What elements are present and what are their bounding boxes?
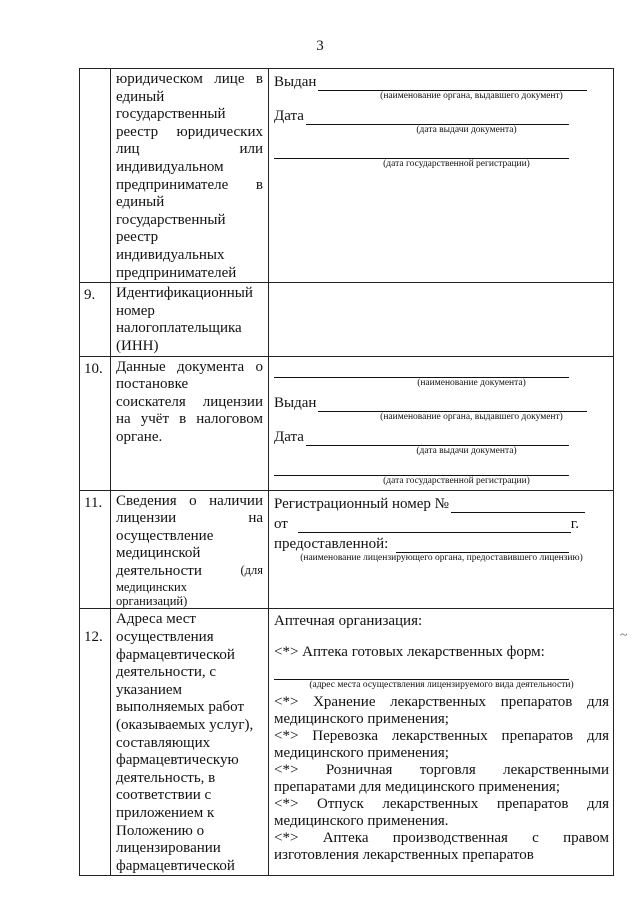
desc-line: фармацевтической [116, 857, 235, 874]
table-row [80, 490, 614, 609]
desc-line: лиц или [116, 141, 263, 158]
license-date-field[interactable] [274, 513, 609, 533]
desc-line: на учёт в налоговом [116, 411, 263, 428]
row-value [269, 356, 614, 490]
desc-line: осуществление [116, 527, 214, 544]
table-row [80, 609, 614, 876]
desc-line: предпринимателе в [116, 176, 263, 193]
desc-line: Положению о [116, 822, 205, 839]
registration-date-field[interactable] [274, 144, 569, 159]
desc-line: единый [116, 194, 165, 211]
desc-line: Данные документа о [116, 358, 263, 375]
table-row [80, 283, 614, 356]
registration-date-field[interactable] [274, 461, 569, 476]
date-field[interactable] [274, 426, 609, 446]
document-name-caption: (наименование документа) [417, 377, 526, 388]
issued-label: Выдан [274, 74, 317, 90]
reg-number-label: Регистрационный номер № [274, 495, 449, 512]
issued-caption: (наименование органа, выдавшего документ) [380, 411, 563, 422]
license-application-table [79, 68, 614, 876]
desc-line: лицензии на [116, 510, 263, 527]
desc-line: постановке [116, 376, 189, 393]
desc-line: составляющих [116, 734, 211, 751]
row-number: 10. [80, 356, 111, 490]
transport-option[interactable]: <*> Перевозка лекарственных препаратов для медицинского применения; [274, 728, 609, 762]
from-label: от [274, 515, 288, 532]
desc-line: номер [116, 302, 155, 319]
row-number [80, 69, 111, 283]
year-suffix: г. [570, 515, 579, 532]
row-number: 12. [80, 609, 111, 876]
row-number: 11. [80, 490, 111, 609]
issued-field[interactable] [274, 71, 609, 91]
provided-caption: (наименование лицензирующего органа, предоставившего лицензию) [300, 552, 583, 563]
date-label: Дата [274, 428, 304, 445]
desc-line: выполняемых работ [116, 699, 245, 716]
retail-option[interactable]: <*> Розничная торговля лекарственными препаратами для медицинского применения; [274, 762, 609, 796]
row-description [111, 609, 269, 876]
desc-line: указанием [116, 681, 183, 698]
storage-option[interactable]: <*> Хранение лекарственных препаратов для медицинского применения; [274, 694, 609, 728]
desc-line: индивидуальных [116, 246, 225, 263]
margin-mark: ~ [620, 628, 628, 643]
registration-date-caption: (дата государственной регистрации) [383, 475, 530, 486]
row-description [111, 69, 269, 283]
desc-line: Идентификационный [116, 285, 253, 302]
issued-caption: (наименование органа, выдавшего документ) [380, 91, 563, 101]
desc-line: реестр юридических [116, 123, 263, 140]
production-pharmacy-option[interactable]: <*> Аптека производственная с правом изготовления лекарственных препаратов [274, 830, 609, 864]
desc-line: Сведения о наличии [116, 492, 263, 509]
ready-forms-option[interactable]: <*> Аптека готовых лекарственных форм: [274, 644, 545, 661]
desc-line: фармацевтическую [116, 752, 239, 769]
desc-line: деятельности, с [116, 664, 217, 681]
provided-by-field[interactable] [274, 533, 609, 553]
desc-line: индивидуальном [116, 158, 224, 175]
dispensing-option[interactable]: <*> Отпуск лекарственных препаратов для медицинского применения. [274, 796, 609, 830]
desc-line: органе. [116, 428, 163, 445]
row-description [111, 490, 269, 609]
issued-label: Выдан [274, 394, 317, 411]
address-field[interactable] [274, 665, 569, 680]
desc-line: (оказываемых услуг), [116, 717, 254, 734]
desc-line: Адреса мест [116, 611, 196, 628]
desc-line: (ИНН) [116, 337, 159, 354]
table-row [80, 356, 614, 490]
row-number: 9. [80, 283, 111, 356]
issued-field[interactable] [274, 392, 609, 412]
date-caption: (дата выдачи документа) [416, 125, 517, 135]
registration-date-caption: (дата государственной регистрации) [383, 159, 530, 169]
desc-line: государственный [116, 106, 226, 123]
desc-line: медицинской [116, 545, 201, 562]
document-name-field[interactable] [274, 363, 569, 378]
inn-field[interactable] [269, 283, 614, 356]
row-value [269, 609, 614, 876]
desc-line: единый [116, 88, 165, 105]
desc-line: реестр [116, 229, 159, 246]
desc-line: деятельность, в [116, 769, 216, 786]
desc-line: фармацевтической [116, 646, 235, 663]
desc-line: деятельности (для [116, 562, 263, 579]
pharmacy-org-label: Аптечная организация: [274, 613, 423, 630]
desc-line: соискателя лицензии [116, 393, 263, 410]
reg-number-field[interactable] [274, 493, 609, 513]
desc-line: юридическом лице в [116, 71, 263, 87]
desc-line: лицензировании [116, 840, 221, 857]
row-value [269, 490, 614, 609]
provided-label: предоставленной: [274, 535, 389, 552]
page-number: 3 [316, 38, 324, 54]
desc-line: приложением к [116, 805, 215, 821]
row-description [111, 356, 269, 490]
desc-line: государственный [116, 211, 226, 228]
desc-line: налогоплательщика [116, 320, 242, 337]
row-description [111, 283, 269, 356]
date-field[interactable] [274, 105, 609, 125]
date-caption: (дата выдачи документа) [416, 445, 517, 456]
date-label: Дата [274, 108, 304, 124]
address-caption: (адрес места осуществления лицензируемого вида деятельности) [309, 680, 574, 691]
desc-line: предпринимателей [116, 264, 237, 281]
desc-line: соответствии с [116, 787, 212, 804]
desc-line: организаций) [116, 594, 188, 609]
table-row [80, 69, 614, 283]
row-value [269, 69, 614, 283]
desc-line: медицинских [116, 580, 187, 595]
desc-line: осуществления [116, 629, 214, 646]
